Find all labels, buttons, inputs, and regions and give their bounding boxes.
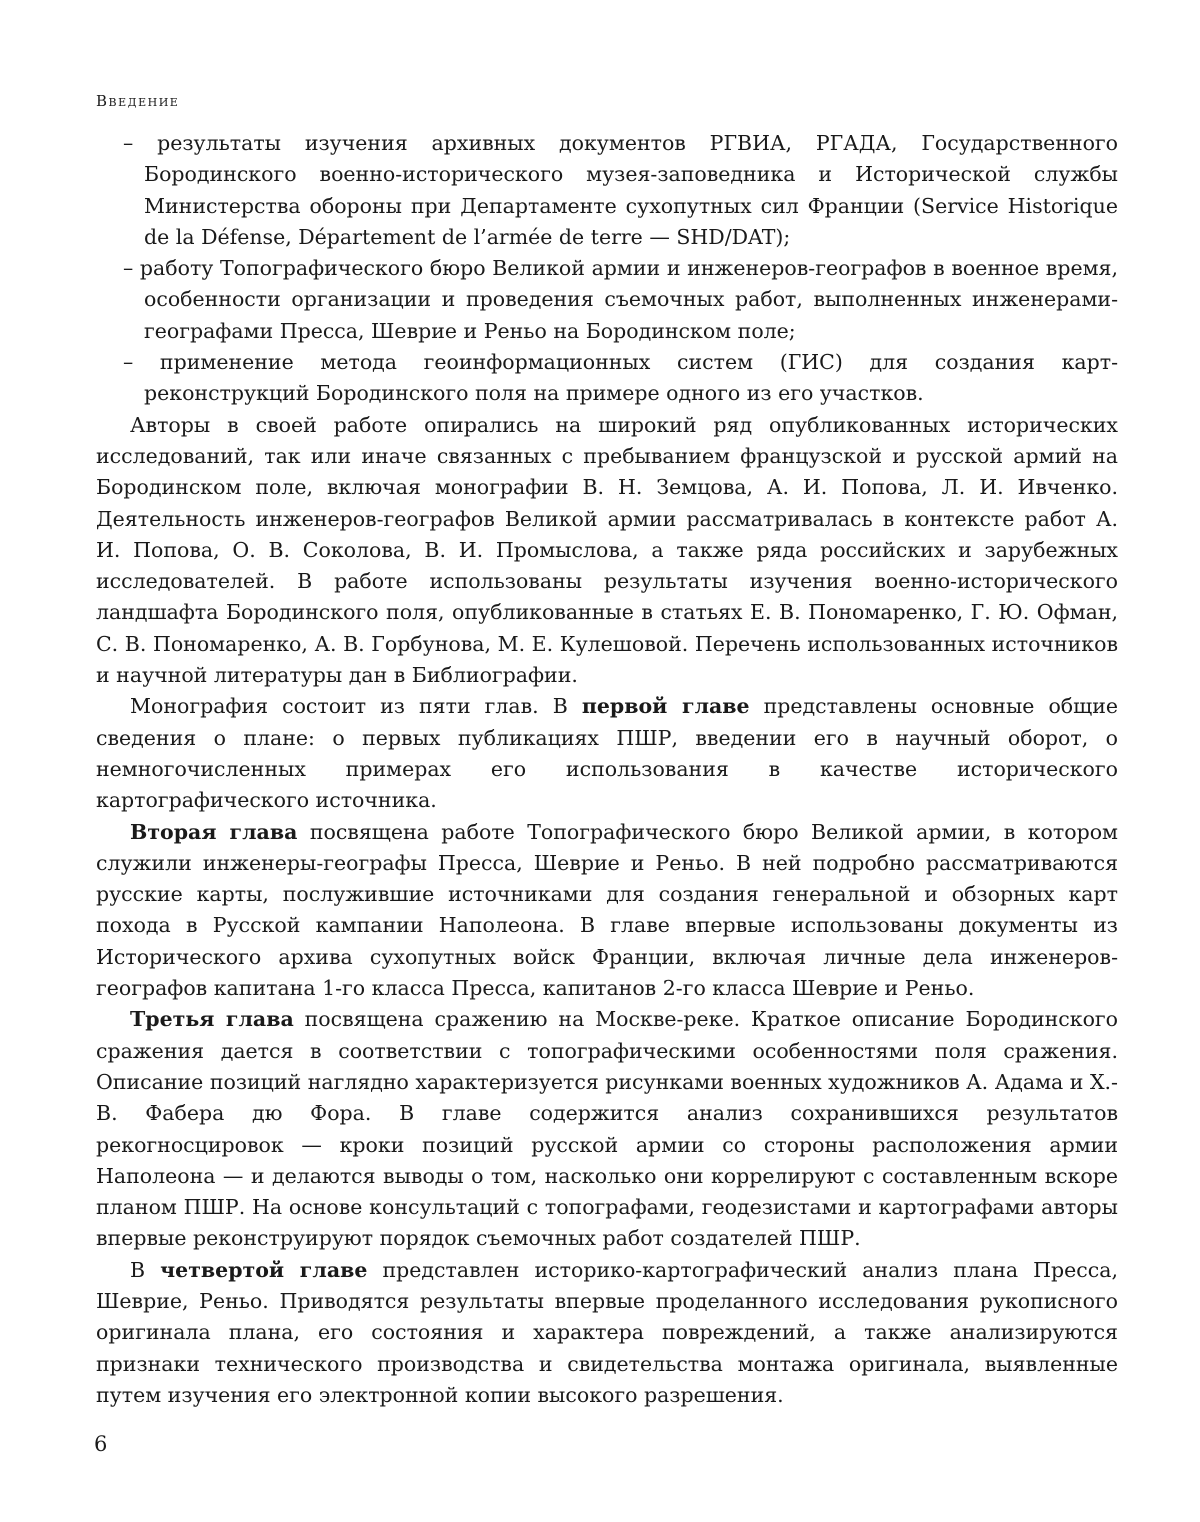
paragraph-text: В (130, 1258, 160, 1282)
paragraph (96, 817, 1118, 1005)
paragraph-text: представлен историко-картографический анализ плана Пресса, Шеврие, Реньо. Приводятся результаты впервые проделанного исследования рукописного оригинала плана, его состояния и характера повреждений, а также анализируются признаки технического производства и свидетельства монтажа оригинала, выявленные путем изучения его электронной копии высокого разрешения. (96, 1258, 1118, 1407)
paragraph-text: Авторы в своей работе опирались на широкий ряд опубликованных исторических исследований, так или иначе связанных с пребыванием французской и русской армий на Бородинском поле, включая монографии В. Н. Земцова, А. И. Попова, Л. И. Ивченко. Деятельность инженеров-географов Великой армии рассматривалась в контексте работ А. И. Попова, О. В. Соколова, В. И. Промыслова, а также ряда российских и зарубежных исследователей. В работе использованы результаты изучения военно-исторического ландшафта Бородинского поля, опубликованные в статьях Е. В. Пономаренко, Г. Ю. Офман, С. В. Пономаренко, А. В. Горбунова, М. Е. Кулешовой. Перечень использованных источников и научной литературы дан в Библиографии. (96, 413, 1118, 687)
body-text (96, 128, 1118, 1411)
running-head: Введение (96, 92, 179, 110)
paragraph-text: Монография состоит из пяти глав. В (130, 694, 582, 718)
chapter-term: четвертой главе (160, 1258, 367, 1282)
paragraph (96, 1004, 1118, 1254)
paragraph (96, 410, 1118, 692)
list-item: – применение метода геоинформационных систем (ГИС) для создания карт-реконструкций Бородинского поля на примере одного из его участков. (96, 347, 1118, 410)
chapter-term: первой главе (582, 694, 750, 718)
paragraph-text: посвящена работе Топографического бюро Великой армии, в котором служили инженеры-географы Пресса, Шеврие и Реньо. В ней подробно рассматриваются русские карты, послужившие источниками для создания генеральной и обзорных карт похода в Русской кампании Наполеона. В главе впервые использованы документы из Исторического архива сухопутных войск Франции, включая личные дела инженеров-географов капитана 1-го класса Пресса, капитанов 2-го класса Шеврие и Реньо. (96, 820, 1118, 1000)
list-item: – результаты изучения архивных документов РГВИА, РГАДА, Государственного Бородинского военно-исторического музея-заповедника и Исторической службы Министерства обороны при Департаменте сухопутных сил Франции (Service Historique de la Défense, Département de l’armée de terre — SHD/DAT); (96, 128, 1118, 253)
list-item: – работу Топографического бюро Великой армии и инженеров-географов в военное время, особенности организации и проведения съемочных работ, выполненных инженерами-географами Пресса, Шеврие и Реньо на Бородинском поле; (96, 253, 1118, 347)
paragraph-text: посвящена сражению на Москве-реке. Краткое описание Бородинского сражения дается в соответствии с топографическими особенностями поля сражения. Описание позиций наглядно характеризуется рисунками военных художников А. Адама и Х.-В. Фабера дю Фора. В главе содержится анализ сохранившихся результатов рекогносцировок — кроки позиций русской армии со стороны расположения армии Наполеона — и делаются выводы о том, насколько они коррелируют с составленным вскоре планом ПШР. На основе консультаций с топографами, геодезистами и картографами авторы впервые реконструируют порядок съемочных работ создателей ПШР. (96, 1007, 1118, 1250)
paragraph (96, 691, 1118, 816)
paragraph (96, 1255, 1118, 1411)
chapter-term: Вторая глава (130, 820, 297, 844)
chapter-term: Третья глава (130, 1007, 294, 1031)
paragraph-text: представлены основные общие сведения о плане: о первых публикациях ПШР, введении его в научный оборот, о немногочисленных примерах его использования в качестве исторического картографического источника. (96, 694, 1118, 812)
page-number: 6 (94, 1432, 107, 1456)
